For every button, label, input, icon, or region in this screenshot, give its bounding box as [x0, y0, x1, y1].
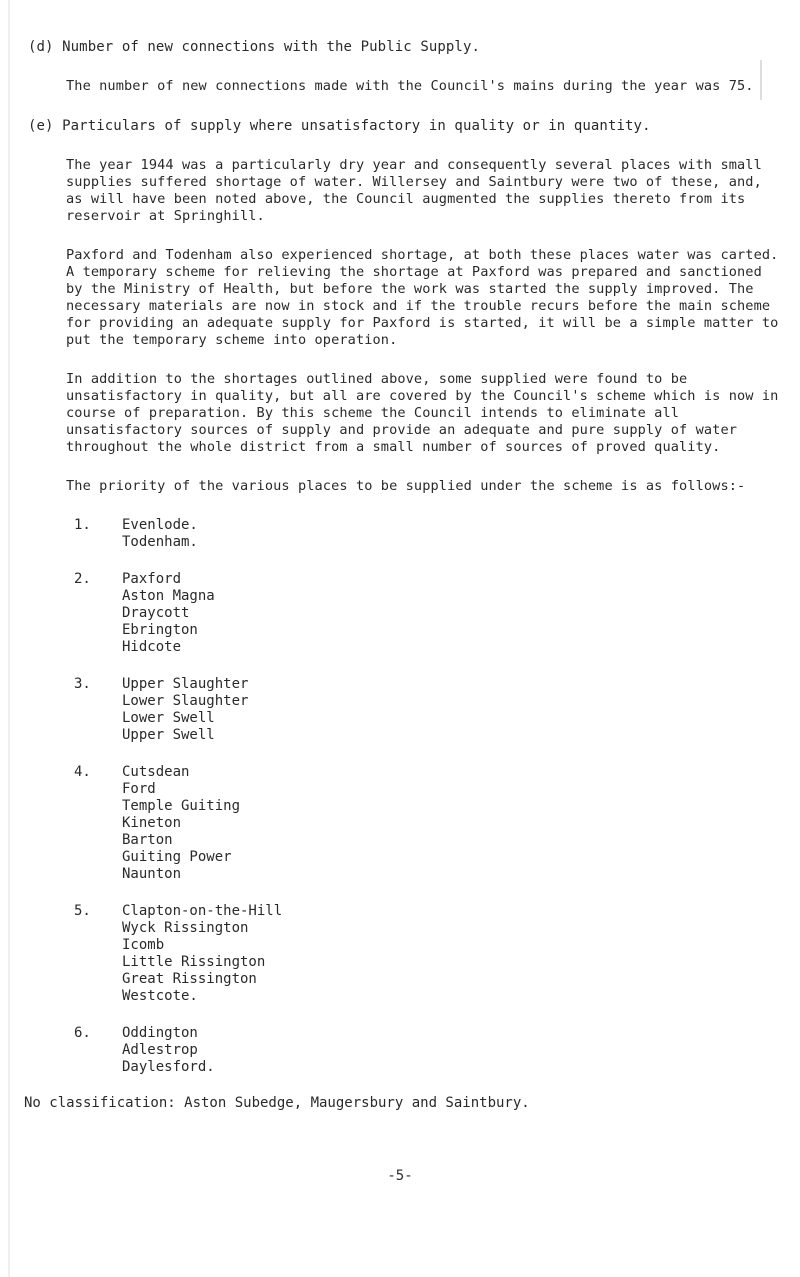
place-name: Lower Slaughter [122, 693, 249, 709]
page-number: -5- [387, 1168, 413, 1184]
place-name: Temple Guiting [122, 798, 241, 814]
place-name: Ford [122, 781, 156, 797]
place-name: Barton [122, 832, 173, 848]
place-name: Hidcote [122, 639, 182, 655]
scan-speck [760, 60, 762, 100]
place-name: Aston Magna [122, 588, 215, 604]
place-name: Upper Slaughter [122, 676, 249, 692]
place-name: Paxford [122, 571, 182, 587]
place-name: Daylesford. [122, 1059, 215, 1075]
place-name: Todenham. [122, 534, 198, 550]
place-name: Clapton-on-the-Hill [122, 903, 283, 919]
priority-number: 3. [74, 676, 91, 692]
priority-group [74, 764, 780, 883]
priority-number: 6. [74, 1025, 91, 1041]
place-name: Adlestrop [122, 1042, 198, 1058]
place-name: Great Rissington [122, 971, 257, 987]
paragraph-dry-year: The year 1944 was a particularly dry year and consequently several places with small supplies suffered shortage of water. Willersey and Saintbury were two of these, and, as will have been noted above, the Council augmented the supplies thereto from its reservoir at Springhill. [66, 157, 771, 224]
priority-group [74, 517, 780, 551]
priority-number: 1. [74, 517, 91, 533]
priority-group [74, 1025, 780, 1076]
paragraph-paxford-todenham: Paxford and Todenham also experienced shortage, at both these places water was carted. A temporary scheme for relieving the shortage at Paxford was prepared and sanctioned by the Ministry of Health, but before the work was started the supply improved. The necessary materials are now in stock and if the trouble recurs before the main scheme for providing an adequate supply for Paxford is started, it will be a simple matter to put the temporary scheme into operation. [66, 247, 787, 348]
priority-number: 5. [74, 903, 91, 919]
no-classification-note: No classification: Aston Subedge, Maugersbury and Saintbury. [24, 1095, 530, 1111]
priority-list [38, 517, 780, 1076]
scan-edge [8, 0, 10, 1277]
place-name: Oddington [122, 1025, 198, 1041]
section-heading-d: (d) Number of new connections with the Public Supply. [28, 39, 481, 55]
place-name: Little Rissington [122, 954, 266, 970]
place-name: Lower Swell [122, 710, 215, 726]
paragraph-new-connections: The number of new connections made with the Council's mains during the year was 75. [66, 78, 754, 94]
place-name: Wyck Rissington [122, 920, 249, 936]
priority-group [74, 676, 780, 744]
place-name: Naunton [122, 866, 182, 882]
priority-number: 4. [74, 764, 91, 780]
place-name: Evenlode. [122, 517, 198, 533]
place-name: Cutsdean [122, 764, 190, 780]
place-name: Guiting Power [122, 849, 232, 865]
priority-group [74, 903, 780, 1005]
priority-group [74, 571, 780, 656]
place-name: Icomb [122, 937, 165, 953]
place-name: Ebrington [122, 622, 198, 638]
place-name: Upper Swell [122, 727, 215, 743]
section-heading-e: (e) Particulars of supply where unsatisfactory in quality or in quantity. [28, 118, 651, 134]
paragraph-unsatisfactory-quality: In addition to the shortages outlined above, some supplied were found to be unsatisfactory in quality, but all are covered by the Council's scheme which is now in course of preparation. By this scheme the Council intends to eliminate all unsatisfactory sources of supply and provide an adequate and pure supply of water throughout the whole district from a small number of sources of proved quality. [66, 371, 787, 455]
place-name: Westcote. [122, 988, 198, 1004]
place-name: Draycott [122, 605, 190, 621]
place-name: Kineton [122, 815, 182, 831]
priority-number: 2. [74, 571, 91, 587]
paragraph-priority-intro: The priority of the various places to be supplied under the scheme is as follows:- [66, 478, 746, 494]
